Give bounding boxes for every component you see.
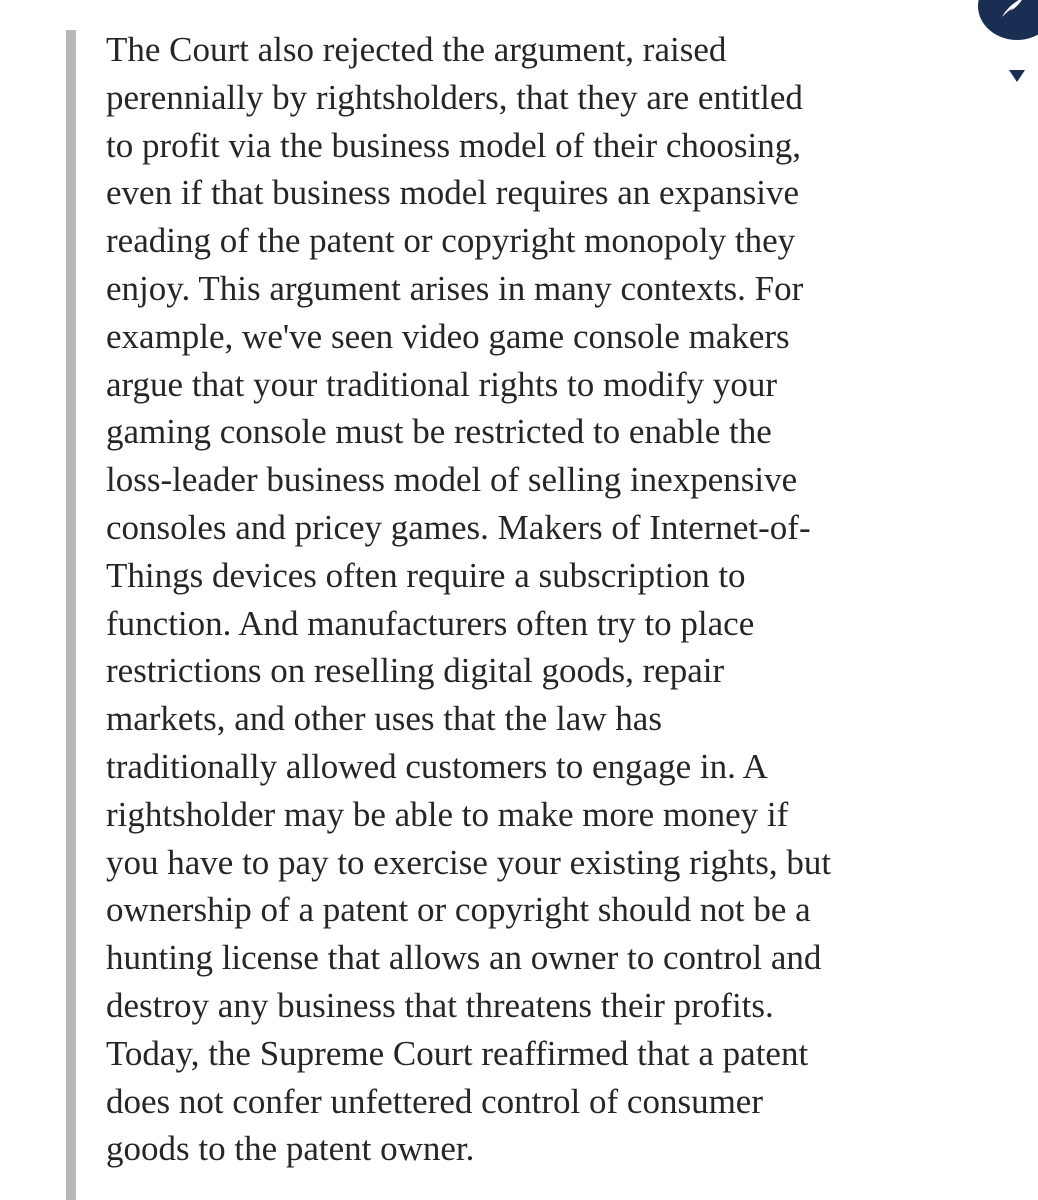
quote-line: function. And manufacturers often try to place <box>106 603 755 643</box>
quill-icon <box>1000 0 1026 18</box>
quote-line: to profit via the business model of their choosing, <box>106 125 802 165</box>
quote-line: reading of the patent or copyright monopoly they <box>106 221 796 261</box>
quote-line: perennially by rightsholders, that they are entitled <box>106 77 803 117</box>
quote-line: Today, the Supreme Court reaffirmed that a patent <box>106 1033 809 1073</box>
quote-line: gaming console must be restricted to enable the <box>106 412 772 452</box>
quote-line: ownership of a patent or copyright should not be a <box>106 890 811 930</box>
quote-line: hunting license that allows an owner to control and <box>106 938 822 978</box>
quote-line: you have to pay to exercise your existing rights, but <box>106 842 832 882</box>
blockquote-bar <box>66 30 76 1200</box>
quote-line: Things devices often require a subscription to <box>106 555 746 595</box>
quote-line: goods to the patent owner. <box>106 1129 475 1169</box>
quote-line: even if that business model requires an expansive <box>106 173 799 213</box>
quote-line: enjoy. This argument arises in many contexts. For <box>106 268 804 308</box>
quote-line: loss-leader business model of selling inexpensive <box>106 460 798 500</box>
quote-line: markets, and other uses that the law has <box>106 699 662 739</box>
quote-line: rightsholder may be able to make more money if <box>106 794 789 834</box>
quote-line: The Court also rejected the argument, raised <box>106 30 727 69</box>
quote-line: does not confer unfettered control of consumer <box>106 1081 763 1121</box>
quote-line: example, we've seen video game console makers <box>106 316 790 356</box>
quote-line: restrictions on reselling digital goods, repair <box>106 651 725 691</box>
quote-line: consoles and pricey games. Makers of Internet-of- <box>106 507 811 547</box>
blockquote <box>106 26 1006 1173</box>
quote-line: traditionally allowed customers to engage in. A <box>106 746 768 786</box>
quote-line: destroy any business that threatens their profits. <box>106 985 774 1025</box>
quote-line: argue that your traditional rights to modify your <box>106 364 778 404</box>
caret-down-icon[interactable] <box>1009 70 1025 82</box>
